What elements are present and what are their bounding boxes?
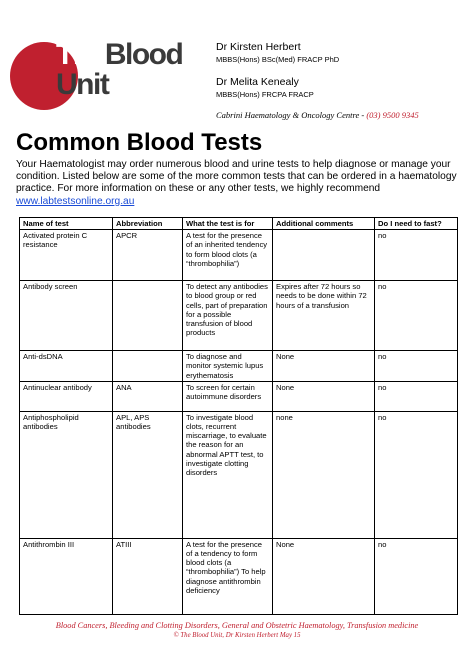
doctor2-name: Dr Melita Kenealy: [216, 76, 299, 88]
cell-purpose: To screen for certain autoimmune disorders: [183, 381, 273, 411]
labtestsonline-link[interactable]: www.labtestsonline.org.au: [16, 195, 135, 207]
cell-abbreviation: APCR: [113, 230, 183, 281]
cell-test-name: Antithrombin III: [20, 538, 113, 614]
intro-text: Your Haematologist may order numerous blood and urine tests to help diagnose or manage your condition. Listed below are some of the more common tests that can be ordered in a haematology practice. For more information on these or any other tests, we highly recommend: [16, 159, 457, 195]
centre-phone: (03) 9500 9345: [366, 110, 419, 120]
logo-wordmark: [56, 40, 182, 100]
footer-services: Blood Cancers, Bleeding and Clotting Disorders, General and Obstetric Haematology, Transfusion medicine: [55, 621, 419, 630]
header-fasting: Do I need to fast?: [375, 218, 458, 230]
header-abbreviation: Abbreviation: [113, 218, 183, 230]
cell-fasting: no: [375, 230, 458, 281]
cell-comments: None: [273, 538, 375, 614]
cell-purpose: To diagnose and monitor systemic lupus erythematosis: [183, 351, 273, 382]
header-comments: Additional comments: [273, 218, 375, 230]
page-footer: [0, 620, 474, 640]
cell-comments: none: [273, 411, 375, 538]
cell-purpose: A test for the presence of an inherited tendency to form blood clots (a “thrombophilia”): [183, 230, 273, 281]
table-row: [20, 281, 458, 351]
cell-test-name: Antiphospholipid antibodies: [20, 411, 113, 538]
cell-fasting: no: [375, 381, 458, 411]
cell-abbreviation: [113, 351, 183, 382]
doctor-list: [216, 41, 466, 111]
cell-fasting: no: [375, 351, 458, 382]
table-header-row: [20, 218, 458, 230]
footer-copyright: © The Blood Unit, Dr Kirsten Herbert May 15: [173, 632, 301, 639]
cell-purpose: A test for the presence of a tendency to form blood clots (a “thrombophilia”) To help diagnose antithrombin deficiency: [183, 538, 273, 614]
doctor1-name: Dr Kirsten Herbert: [216, 41, 301, 53]
cell-purpose: To investigate blood clots, recurrent miscarriage, to evaluate the reason for an abnormal APTT test, to investigate clotting disorders: [183, 411, 273, 538]
blood-unit-logo: [10, 40, 205, 110]
cell-comments: None: [273, 351, 375, 382]
cell-fasting: no: [375, 411, 458, 538]
cell-comments: None: [273, 381, 375, 411]
doctor2-qualifications: MBBS(Hons) FRCPA FRACP: [216, 90, 314, 99]
cell-test-name: Activated protein C resistance: [20, 230, 113, 281]
cell-abbreviation: ANA: [113, 381, 183, 411]
centre-name: Cabrini Haematology & Oncology Centre -: [216, 110, 367, 120]
cell-comments: [273, 230, 375, 281]
cell-purpose: To detect any antibodies to blood group or red cells, part of preparation for a possible transfusion of blood products: [183, 281, 273, 351]
intro-paragraph: [16, 159, 466, 208]
cell-comments: Expires after 72 hours so needs to be done within 72 hours of a transfusion: [273, 281, 375, 351]
cell-fasting: no: [375, 281, 458, 351]
table-row: [20, 538, 458, 614]
table-row: [20, 351, 458, 382]
logo-word-the: The: [56, 38, 105, 71]
cell-abbreviation: APL, APS antibodies: [113, 411, 183, 538]
centre-info: [216, 110, 419, 120]
logo-word-unit: Unit: [56, 68, 109, 101]
table-row: [20, 411, 458, 538]
header-name-of-test: Name of test: [20, 218, 113, 230]
header-purpose: What the test is for: [183, 218, 273, 230]
cell-fasting: no: [375, 538, 458, 614]
blood-tests-table: [19, 217, 458, 615]
cell-test-name: Antibody screen: [20, 281, 113, 351]
cell-test-name: Antinuclear antibody: [20, 381, 113, 411]
cell-abbreviation: ATIII: [113, 538, 183, 614]
cell-test-name: Anti-dsDNA: [20, 351, 113, 382]
logo-word-blood: Blood: [104, 38, 183, 71]
cell-abbreviation: [113, 281, 183, 351]
doctor1-qualifications: MBBS(Hons) BSc(Med) FRACP PhD: [216, 55, 340, 64]
page-title: Common Blood Tests: [16, 129, 263, 156]
table-row: [20, 381, 458, 411]
table-row: [20, 230, 458, 281]
